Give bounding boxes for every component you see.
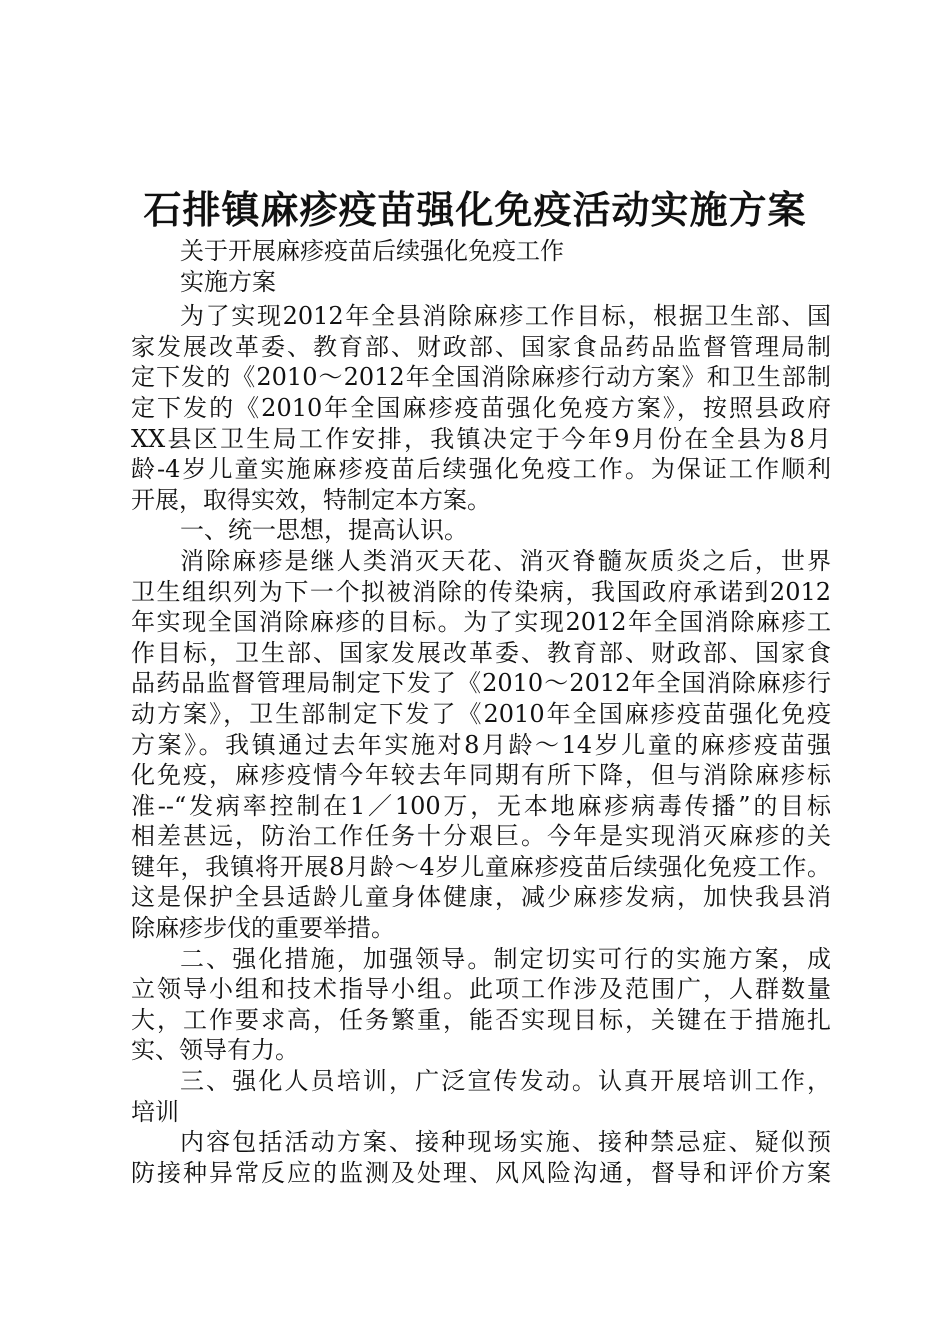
paragraph-line: 立领导小组和技术指导小组。此项工作涉及范围广，人群数量 (131, 975, 831, 1004)
section-heading-3: 三、强化人员培训，广泛宣传发动。认真开展培训工作， (180, 1067, 831, 1096)
paragraph-line: 方案》。我镇通过去年实施对8月龄～14岁儿童的麻疹疫苗强 (131, 730, 831, 759)
paragraph-line: 防接种异常反应的监测及处理、风风险沟通，督导和评价方案 (131, 1158, 831, 1187)
paragraph-line: 品药品监督管理局制定下发了《2010～2012年全国消除麻疹行 (131, 669, 831, 698)
paragraph-line: 定下发的《2010～2012年全国消除麻疹行动方案》和卫生部制 (131, 363, 831, 392)
paragraph-line: 年实现全国消除麻疹的目标。为了实现2012年全国消除麻疹工 (131, 608, 831, 637)
paragraph-line: 家发展改革委、教育部、财政部、国家食品药品监督管理局制 (131, 332, 831, 361)
paragraph-line: 开展，取得实效，特制定本方案。 (131, 485, 491, 514)
paragraph-line: 大，工作要求高，任务繁重，能否实现目标，关键在于措施扎 (131, 1005, 831, 1034)
paragraph-line: 实、领导有力。 (131, 1036, 299, 1065)
paragraph-line: 化免疫，麻疹疫情今年较去年同期有所下降，但与消除麻疹标 (131, 761, 831, 790)
paragraph-line: 准--“发病率控制在1／100万，无本地麻疹病毒传播”的目标 (131, 791, 831, 820)
paragraph-line: 培训 (131, 1097, 179, 1126)
subtitle-line-2: 实施方案 (180, 267, 276, 296)
paragraph-line: 相差甚远，防治工作任务十分艰巨。今年是实现消灭麻疹的关 (131, 822, 831, 851)
paragraph-line: 键年，我镇将开展8月龄～4岁儿童麻疹疫苗后续强化免疫工作。 (131, 852, 831, 881)
paragraph-line: 卫生组织列为下一个拟被消除的传染病，我国政府承诺到2012 (131, 577, 831, 606)
document-title: 石排镇麻疹疫苗强化免疫活动实施方案 (143, 187, 807, 232)
paragraph-line: 定下发的《2010年全国麻疹疫苗强化免疫方案》，按照县政府 (131, 393, 831, 422)
section-heading-1: 一、统一思想，提高认识。 (180, 516, 468, 545)
section-heading-2: 二、强化措施，加强领导。制定切实可行的实施方案，成 (180, 944, 831, 973)
paragraph-line: 动方案》，卫生部制定下发了《2010年全国麻疹疫苗强化免疫 (131, 699, 831, 728)
document-body (131, 236, 831, 1188)
paragraph-line: 作目标，卫生部、国家发展改革委、教育部、财政部、国家食 (131, 638, 831, 667)
paragraph-line: 为了实现2012年全县消除麻疹工作目标，根据卫生部、国 (180, 302, 831, 331)
paragraph-line: 这是保护全县适龄儿童身体健康，减少麻疹发病，加快我县消 (131, 883, 831, 912)
paragraph-line: 消除麻疹是继人类消灭天花、消灭脊髓灰质炎之后，世界 (180, 546, 831, 575)
subtitle-line-1: 关于开展麻疹疫苗后续强化免疫工作 (180, 237, 564, 265)
paragraph-line: XX县区卫生局工作安排，我镇决定于今年9月份在全县为8月 (131, 424, 831, 453)
paragraph-line: 内容包括活动方案、接种现场实施、接种禁忌症、疑似预 (180, 1128, 831, 1157)
paragraph-line: 除麻疹步伐的重要举措。 (131, 914, 395, 943)
paragraph-line: 龄-4岁儿童实施麻疹疫苗后续强化免疫工作。为保证工作顺利 (131, 455, 831, 484)
